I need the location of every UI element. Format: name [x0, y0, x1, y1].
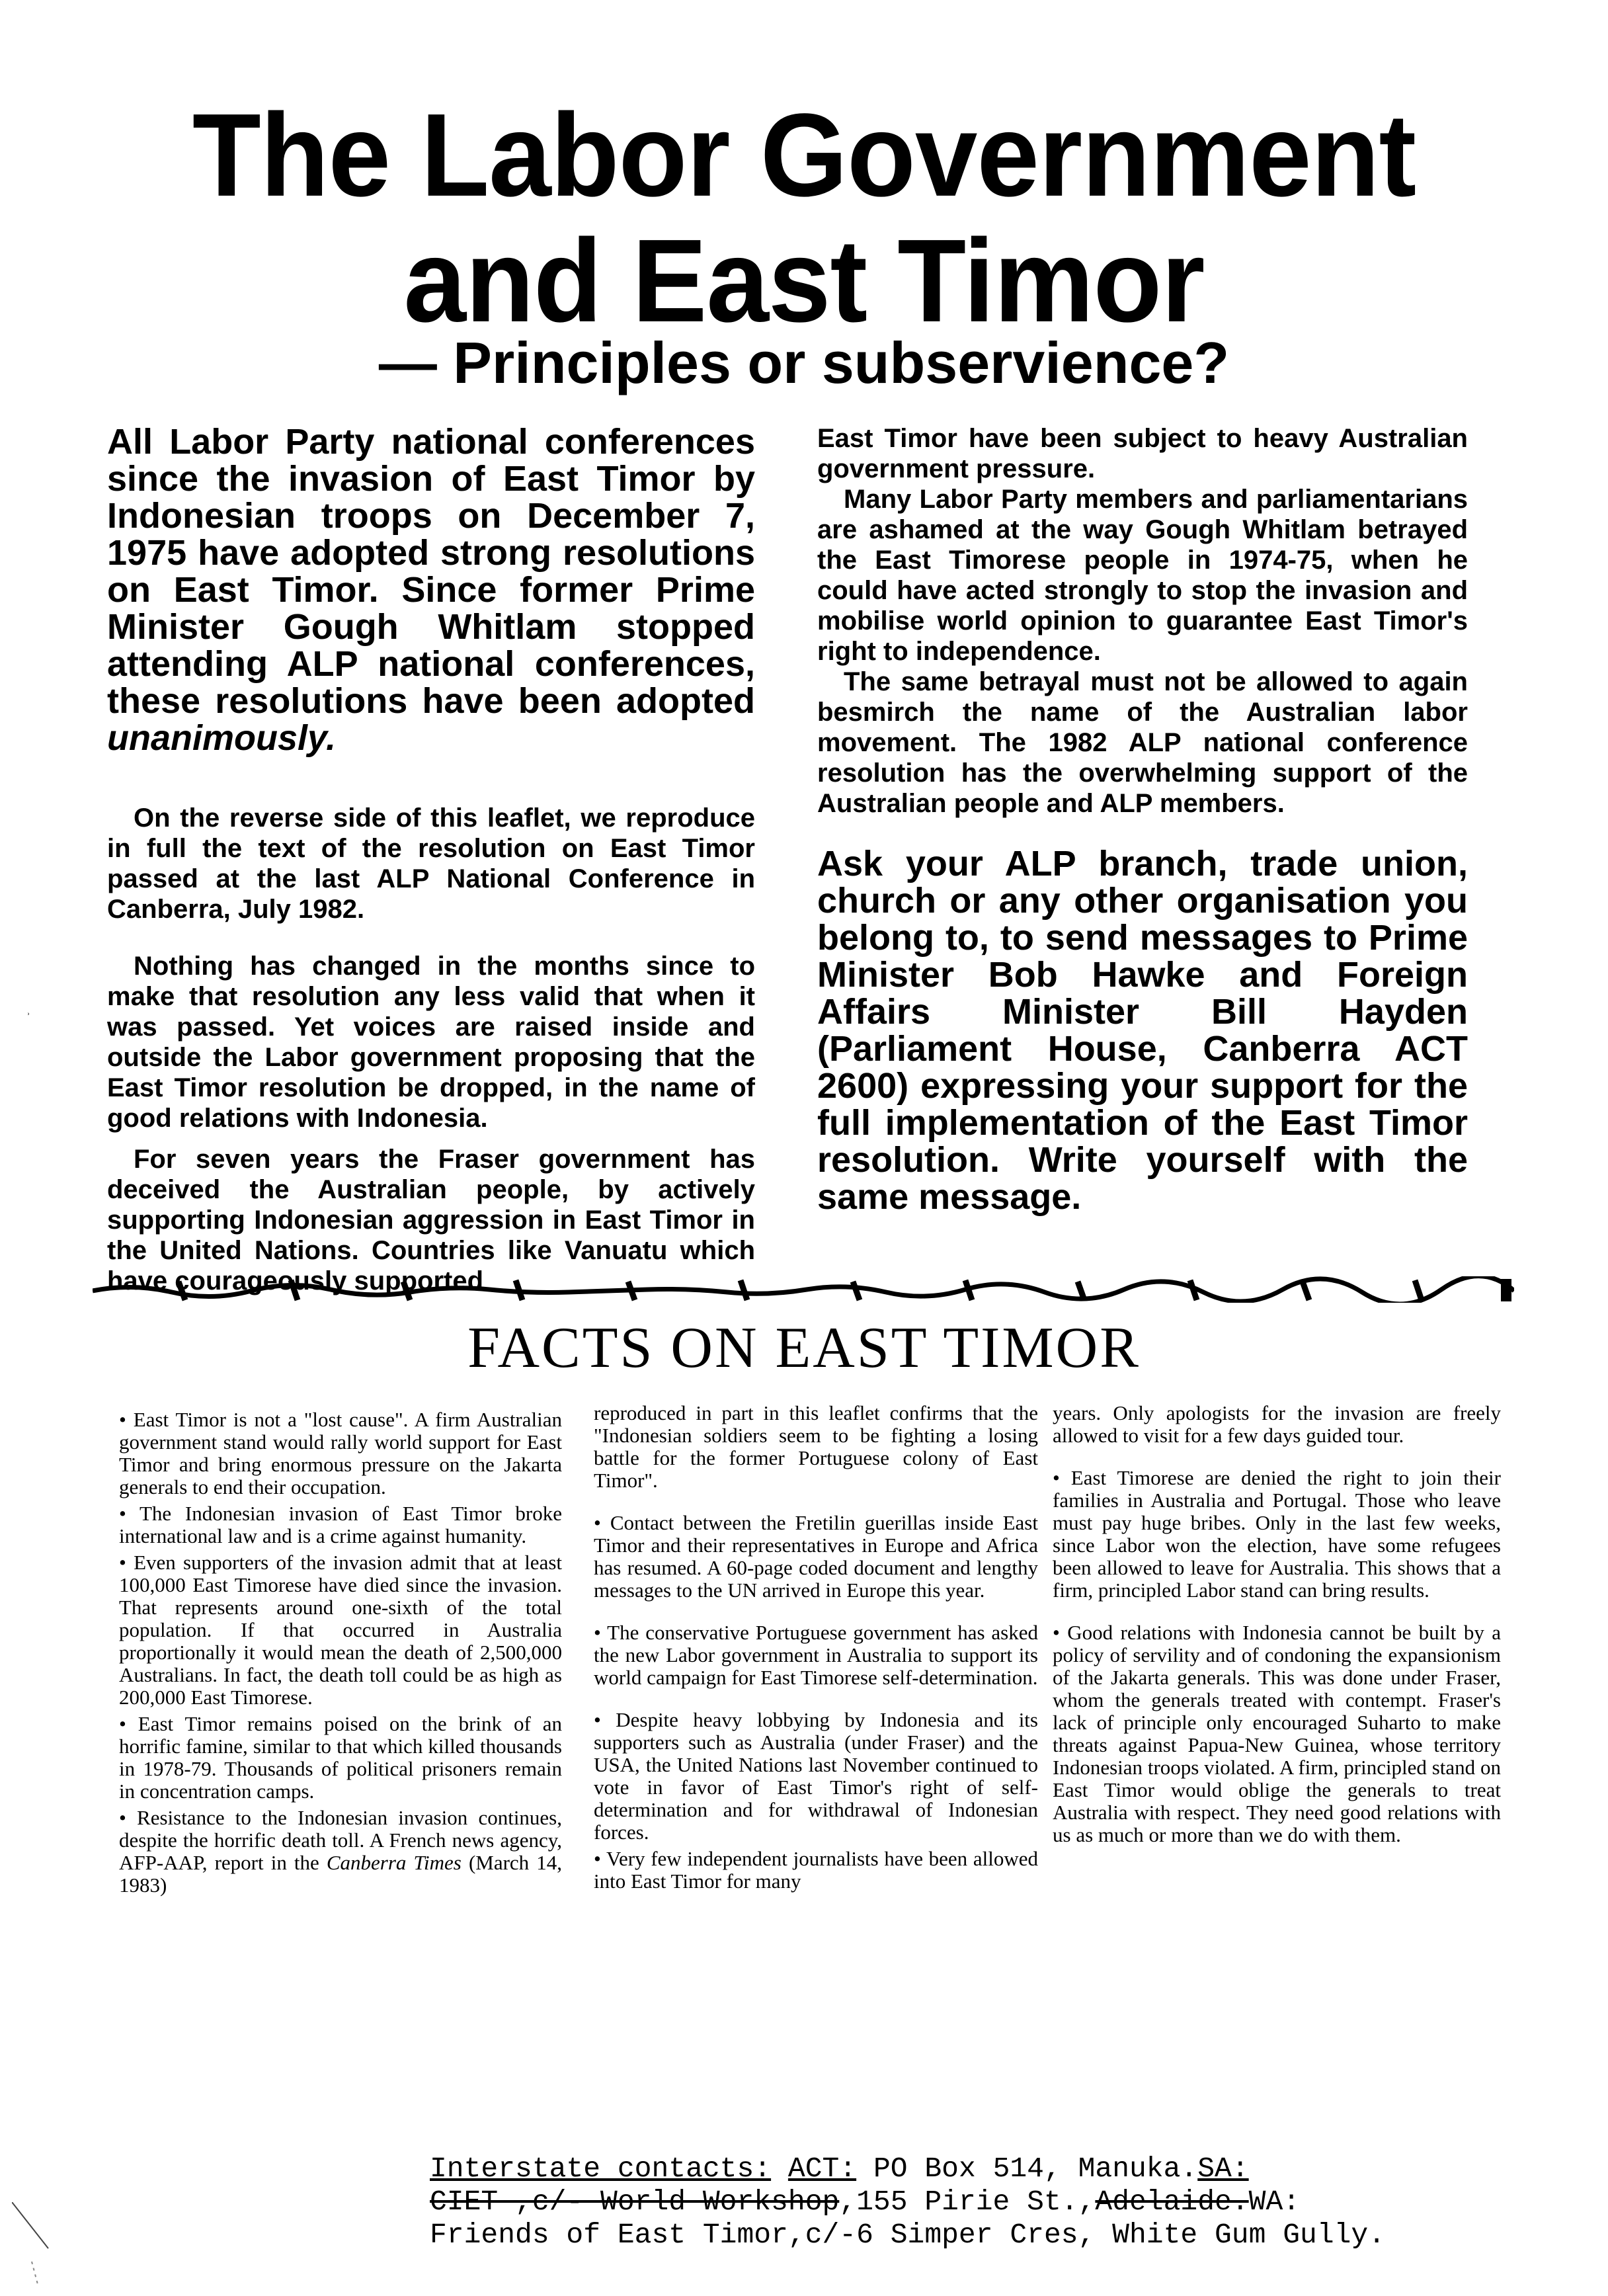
nothing-changed-paragraph: Nothing has changed in the months since to make that resolution any less valid that when it was passed. Yet voices are raised inside and outside the Labor government proposing that the East Timor resolution be dropped, in the name of good relations with Indonesia. — [107, 952, 755, 1133]
interstate-contacts — [430, 2152, 1554, 2252]
fact-journalists: • Very few independent journalists have been allowed into East Timor for many — [594, 1847, 1038, 1893]
betrayal-paragraph: The same betrayal must not be allowed to again besmirch the name of the Australian labor movement. The 1982 ALP national conference resolution has the overwhelming support of the Australian people and ALP members. — [817, 667, 1468, 818]
contact-wa-label: WA: — [1248, 2186, 1301, 2218]
contact-act-address: PO Box 514, Manuka. — [873, 2152, 1198, 2185]
facts-column-2 — [594, 1402, 1038, 1897]
scan-artifact — [12, 2202, 52, 2288]
fact-refugees: • East Timorese are denied the right to join their families in Australia and Portugal. Those who leave must pay huge bribes. Only in the last few weeks, since Labor won the election, have some refugees been allowed to leave for Australia. This shows that a firm, principled Labor stand can bring results. — [1053, 1466, 1501, 1602]
margin-speck: ˒ — [26, 1005, 30, 1018]
whitlam-paragraph: Many Labor Party members and parliamentarians are ashamed at the way Gough Whitlam betrayed the East Timorese people in 1974-75, when he could have acted strongly to stop the invasion and mobilise world opinion to guarantee East Timor's right to independence. — [817, 485, 1468, 666]
facts-column-3 — [1053, 1402, 1501, 1850]
reverse-side-paragraph: On the reverse side of this leaflet, we reproduce in full the text of the resolution on East Timor passed at the last ALP National Conference in Canberra, July 1982. — [107, 803, 755, 924]
contact-act-label: ACT: — [787, 2152, 857, 2185]
call-to-action: Ask your ALP branch, trade union, church or any other organisation you belong to, to send messages to Prime Minister Bob Hawke and Foreign Affairs Minister Bill Hayden (Parliament House, Canberra ACT 2600) expressing your support for the full implementation of the East Timor resolution. Write yourself with the same message. — [817, 844, 1468, 1217]
page-title-line2: and East Timor — [403, 215, 1205, 347]
fact-fretilin-contact: • Contact between the Fretilin guerillas inside East Timor and their representatives in Europe and Africa has resumed. A 60-page coded document and lengthy messages to the UN arrived in Europe this year. — [594, 1511, 1038, 1602]
fact-death-toll: • Even supporters of the invasion admit that at least 100,000 East Timorese have died since the invasion. That represents around one-sixth of the total population. If that occurred in Australia proportionally it would mean the death of 2,500,000 Australians. In fact, the death toll could be as high as 200,000 East Timorese. — [119, 1551, 562, 1709]
pressure-paragraph: East Timor have been subject to heavy Australian government pressure. — [817, 424, 1468, 483]
contacts-line-1 — [430, 2152, 1554, 2186]
lead-paragraph — [107, 423, 755, 757]
facts-title: FACTS ON EAST TIMOR — [467, 1316, 1141, 1380]
contact-sa-label: SA: — [1197, 2152, 1249, 2185]
page-subtitle: — Principles or subservience? — [378, 330, 1230, 395]
fact-lost-cause: • East Timor is not a "lost cause". A firm Australian government stand would rally world support for East Timor and bring enormous pressure on the Jakarta generals to end their occupation. — [119, 1408, 562, 1498]
right-column — [817, 423, 1468, 1215]
fact-resistance-date: (March 14, 1983) — [119, 1851, 563, 1897]
lead-emphasis: unanimously. — [107, 718, 337, 758]
contacts-label: Interstate contacts: — [430, 2152, 772, 2185]
fact-portuguese-government: • The conservative Portuguese government has asked the new Labor government in Australia to support its world campaign for East Timorese self-determination. — [594, 1621, 1038, 1689]
contact-adelaide: Adelaide. — [1095, 2186, 1249, 2218]
page-title-line1: The Labor Government — [192, 89, 1416, 222]
fact-famine: • East Timor remains poised on the brink of an horrific famine, similar to that which killed thousands in 1978-79. Thousands of political prisoners remain in concentration camps. — [119, 1712, 562, 1803]
contact-sa-address: ,155 Pirie St., — [839, 2186, 1096, 2218]
fact-united-nations: • Despite heavy lobbying by Indonesia and its supporters such as Australia (under Fraser) and the USA, the United Nations last November continued to vote in favor of East Timor's right of self-determination and for withdrawal of Indonesian forces. — [594, 1708, 1038, 1844]
lead-text: All Labor Party national conferences since the invasion of East Timor by Indonesian troops on December 7, 1975 have adopted strong resolutions on East Timor. Since former Prime Minister Gough Whitlam stopped attending ALP national conferences, these resolutions have been adopted — [107, 422, 755, 721]
fact-good-relations: • Good relations with Indonesia cannot be built by a policy of servility and of condoning the expansionism of the Jakarta generals. This was done under Fraser, whom the generals treated with contempt. Fraser's lack of principle only encouraged Suharto to make threats against Papua-New Guinea, whose territory Indonesian troops violated. A firm, principled stand on East Timor would oblige the generals to treat Australia with respect. They need good relations with us as much or more than we do with them. — [1053, 1621, 1501, 1846]
fact-apologists: years. Only apologists for the invasion are freely allowed to visit for a few days guided tour. — [1053, 1401, 1501, 1447]
newspaper-name: Canberra Times — [326, 1851, 462, 1874]
fact-continuation: reproduced in part in this leaflet confirms that the "Indonesian soldiers seem to be fighting a losing battle for the former Portuguese colony of East Timor". — [594, 1401, 1038, 1492]
fact-resistance-text: • Resistance to the Indonesian invasion continues, despite the horrific death toll. A French news agency, AFP-AAP, report in the — [119, 1806, 562, 1874]
facts-column-1 — [119, 1409, 562, 1901]
barbed-wire-divider — [93, 1276, 1514, 1303]
contact-sa-org: CIET ,c/- World Workshop — [430, 2186, 840, 2218]
fact-resistance — [119, 1807, 562, 1897]
fact-international-law: • The Indonesian invasion of East Timor broke international law and is a crime against humanity. — [119, 1502, 562, 1547]
fraser-paragraph: For seven years the Fraser government has deceived the Australian people, by actively supporting Indonesian aggression in East Timor in the United Nations. Countries like Vanuatu which have courageously supported — [107, 1145, 755, 1295]
left-column — [107, 423, 755, 1296]
contacts-line-2 — [430, 2186, 1554, 2219]
contacts-line-3: Friends of East Timor,c/-6 Simper Cres, White Gum Gully. — [430, 2219, 1386, 2251]
